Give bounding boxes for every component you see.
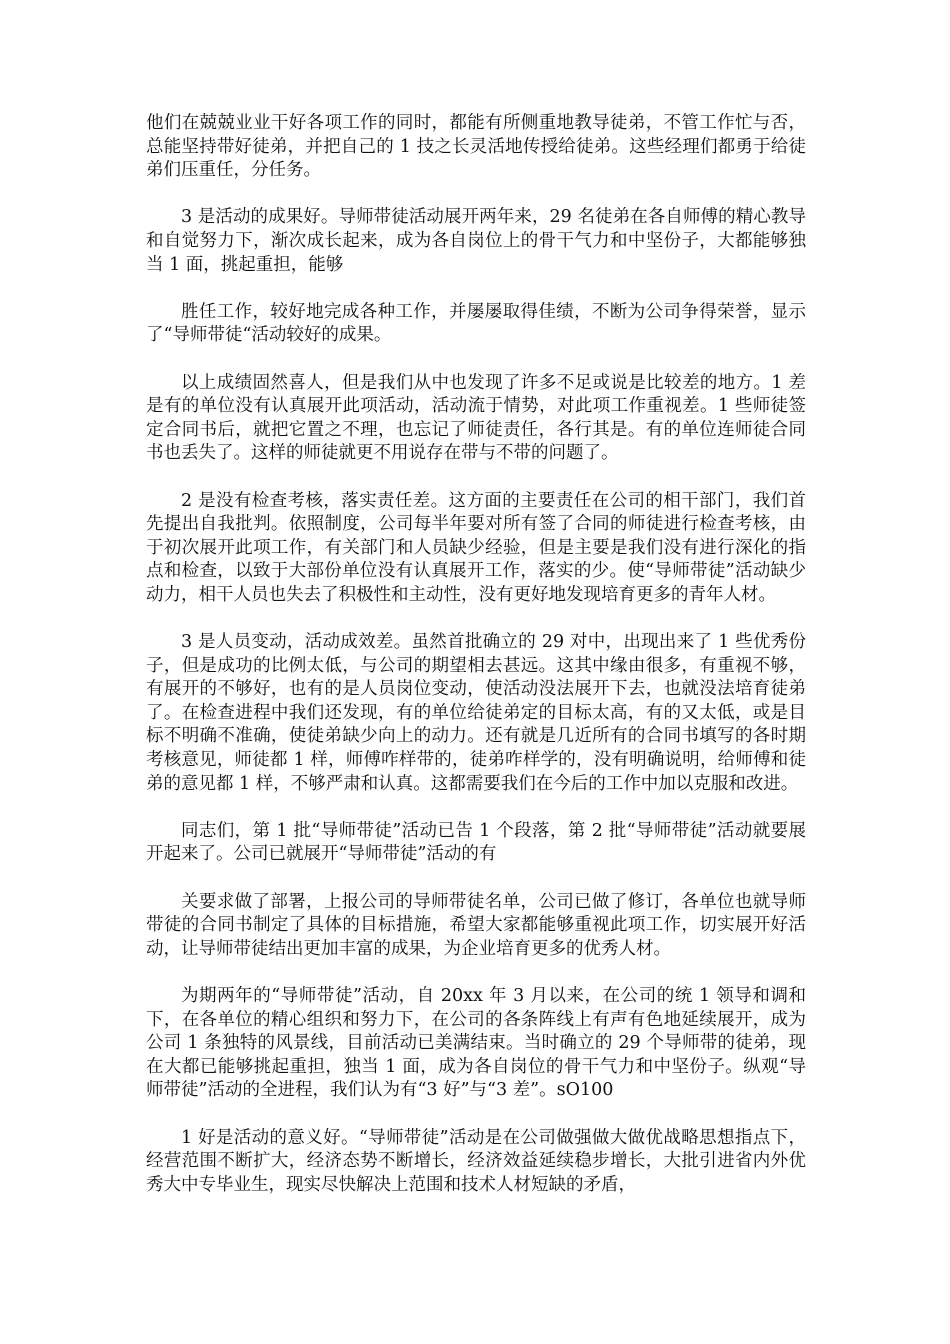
paragraph-4: 以上成绩固然喜人，但是我们从中也发现了许多不足或说是比较差的地方。1 差是有的单位没有认真展开此项活动，活动流于情势，对此项工作重视差。1 些师徒签定合同书后，就把它置之不理，也忘记了师徒责任，各行其是。有的单位连师徒合同书也丢失了。这样的师徒就更不用说存在带与不带的问题了。 <box>146 372 806 464</box>
paragraph-9: 为期两年的“导师带徒”活动，自 20xx 年 3 月以来，在公司的统 1 领导和调和下，在各单位的精心组织和努力下，在公司的各条阵线上有声有色地延续展开，成为公司 1 条独特的风景线，目前活动已美满结束。当时确立的 29 个导师带的徒弟，现在大都已能够挑起重担，独当 1 面，成为各自岗位的骨干气力和中坚份子。纵观“导师带徒”活动的全进程，我们认为有“3 好”与“3 差”。sO100 <box>146 985 806 1101</box>
paragraph-7: 同志们，第 1 批“导师带徒”活动已告 1 个段落，第 2 批“导师带徒”活动就要展开起来了。公司已就展开“导师带徒”活动的有 <box>146 820 806 865</box>
paragraph-10: 1 好是活动的意义好。“导师带徒”活动是在公司做强做大做优战略思想指点下，经营范围不断扩大，经济态势不断增长，经济效益延续稳步增长，大批引进省内外优秀大中专毕业生，现实尽快解决上范围和技术人材短缺的矛盾， <box>146 1127 806 1195</box>
paragraph-8: 关要求做了部署，上报公司的导师带徒名单，公司已做了修订，各单位也就导师带徒的合同书制定了具体的目标措施，希望大家都能够重视此项工作，切实展开好活动，让导师带徒结出更加丰富的成果，为企业培育更多的优秀人材。 <box>146 891 806 959</box>
paragraph-1: 他们在兢兢业业干好各项工作的同时，都能有所侧重地教导徒弟，不管工作忙与否，总能坚持带好徒弟，并把自己的 1 技之长灵活地传授给徒弟。这些经理们都勇于给徒弟们压重任，分任务。 <box>146 113 806 181</box>
document-body <box>146 112 806 1221</box>
paragraph-5: 2 是没有检查考核，落实责任差。这方面的主要责任在公司的相干部门，我们首先提出自我批判。依照制度，公司每半年要对所有签了合同的师徒进行检查考核，由于初次展开此项工作，有关部门和人员缺少经验，但是主要是我们没有进行深化的指点和检查，以致于大部份单位没有认真展开工作，落实的少。使“导师带徒”活动缺少动力，相干人员也失去了积极性和主动性，没有更好地发现培育更多的青年人材。 <box>146 490 806 605</box>
paragraph-3: 胜任工作，较好地完成各种工作，并屡屡取得佳绩，不断为公司争得荣誉，显示了“导师带徒“活动较好的成果。 <box>146 301 806 346</box>
paragraph-2: 3 是活动的成果好。导师带徒活动展开两年来，29 名徒弟在各自师傅的精心教导和自觉努力下，渐次成长起来，成为各自岗位上的骨干气力和中坚份子，大都能够独当 1 面，挑起重担，能够 <box>146 207 806 275</box>
paragraph-6: 3 是人员变动，活动成效差。虽然首批确立的 29 对中，出现出来了 1 些优秀份子，但是成功的比例太低，与公司的期望相去甚远。这其中缘由很多，有重视不够，有展开的不够好，也有的是人员岗位变动，使活动没法展开下去，也就没法培育徒弟了。在检查进程中我们还发现，有的单位给徒弟定的目标太高，有的又太低，或是目标不明确不准确，使徒弟缺少向上的动力。还有就是几近所有的合同书填写的各时期考核意见，师徒都 1 样，师傅咋样带的，徒弟咋样学的，没有明确说明，给师傅和徒弟的意见都 1 样，不够严肃和认真。这都需要我们在今后的工作中加以克服和改进。 <box>146 632 806 794</box>
